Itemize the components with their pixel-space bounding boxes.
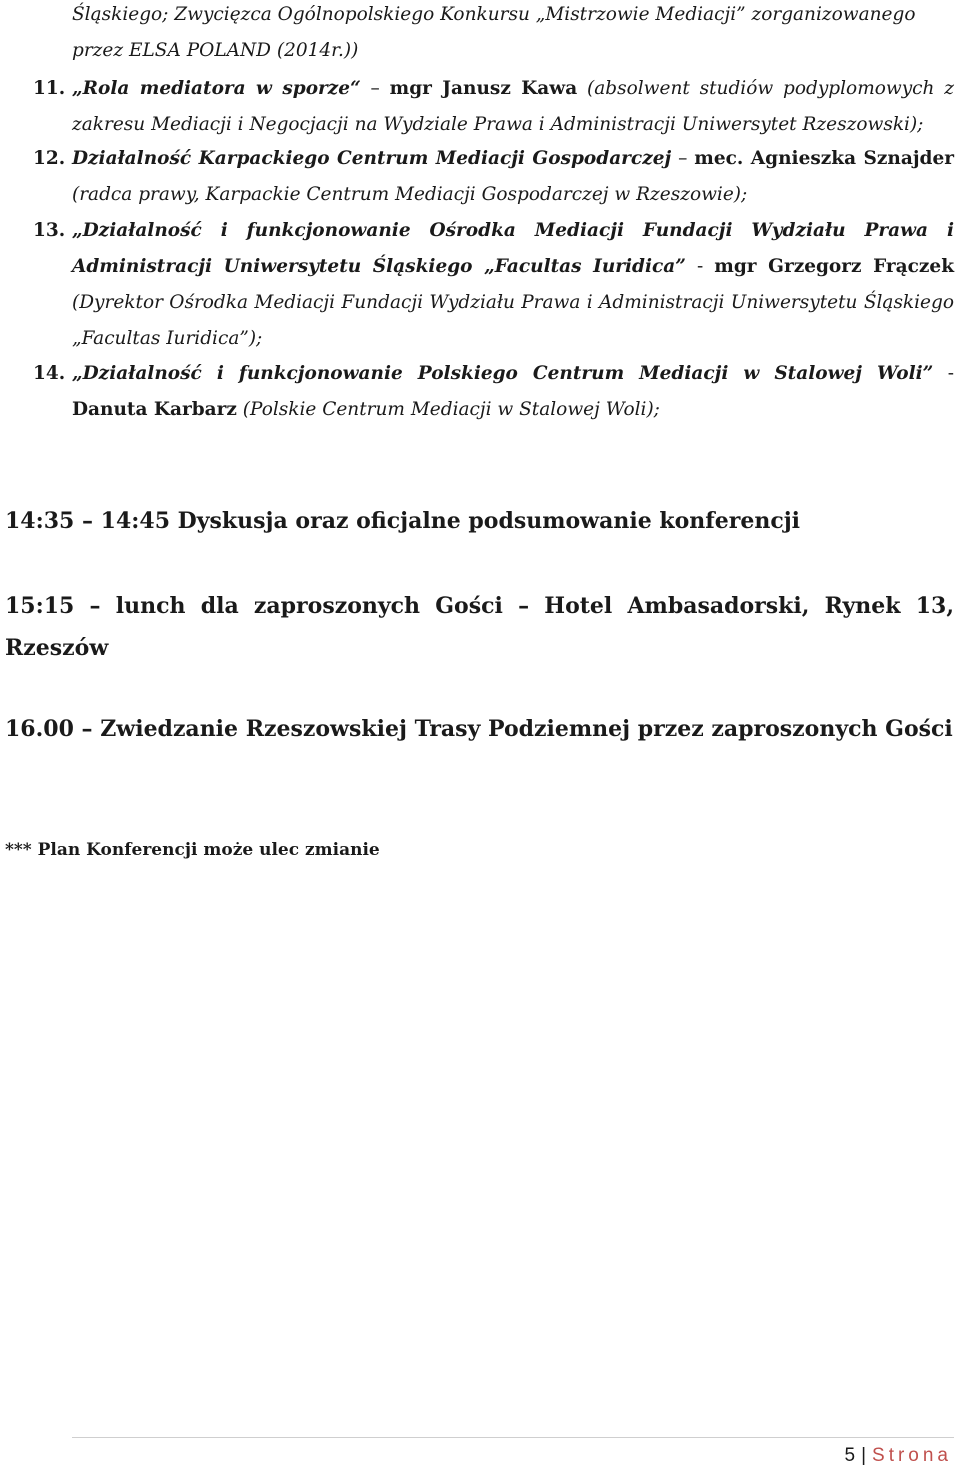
item-speaker: mgr Janusz Kawa — [389, 78, 578, 99]
footer-page-word: Strona — [872, 1445, 952, 1466]
schedule-entry: 16.00 – Zwiedzanie Rzeszowskiej Trasy Podziemnej przez zaproszonych Gości — [5, 716, 953, 742]
intro-paragraph — [72, 0, 954, 69]
item-affiliation: (Polskie Centrum Mediacji w Stalowej Woli); — [236, 399, 660, 420]
program-item — [33, 71, 955, 143]
item-number: 13. — [33, 220, 66, 241]
item-dash: - — [685, 256, 715, 277]
item-dash: – — [671, 148, 695, 169]
plan-change-note: *** Plan Konferencji może ulec zmianie — [5, 840, 380, 860]
item-title: „Rola mediatora w sporze“ — [72, 78, 361, 99]
page-footer — [845, 1444, 953, 1468]
item-dash: – — [360, 78, 390, 99]
item-dash: - — [933, 363, 955, 384]
item-number: 11. — [33, 78, 66, 99]
program-item — [33, 213, 955, 357]
program-item — [33, 356, 955, 428]
program-item — [33, 141, 954, 213]
page-number: 5 — [844, 1445, 856, 1466]
item-speaker: Danuta Karbarz — [72, 399, 237, 420]
item-title: „Działalność i funkcjonowanie Polskiego Centrum Mediacji w Stalowej Woli” — [72, 363, 934, 384]
item-speaker: mgr Grzegorz Frączek — [714, 256, 955, 277]
item-number: 14. — [33, 363, 66, 384]
item-affiliation: (radca prawy, Karpackie Centrum Mediacji Gospodarczej w Rzeszowie); — [72, 184, 748, 205]
schedule-entry: 14:35 – 14:45 Dyskusja oraz oficjalne podsumowanie konferencji — [5, 508, 801, 534]
item-title: Działalność Karpackiego Centrum Mediacji Gospodarczej — [72, 148, 672, 169]
schedule-entry: 15:15 – lunch dla zaproszonych Gości – Hotel Ambasadorski, Rynek 13, Rzeszów — [5, 593, 954, 661]
item-affiliation: (absolwent studiów podyplomowych z zakresu Mediacji i Negocjacji na Wydziale Prawa i Administracji Uniwersytet Rzeszowski); — [72, 78, 955, 135]
intro-line-1: Śląskiego; Zwycięzca Ogólnopolskiego Konkursu „Mistrzowie Mediacji” zorganizowanego — [72, 4, 916, 25]
footer-separator: | — [861, 1445, 867, 1466]
item-speaker: mec. Agnieszka Sznajder — [694, 148, 954, 169]
item-affiliation: (Dyrektor Ośrodka Mediacji Fundacji Wydziału Prawa i Administracji Uniwersytetu Śląskiego „Facultas Iuridica”); — [72, 292, 954, 349]
item-number: 12. — [33, 148, 66, 169]
intro-line-2: przez ELSA POLAND (2014r.)) — [72, 40, 359, 61]
item-title: „Działalność i funkcjonowanie Ośrodka Mediacji Fundacji Wydziału Prawa i Administracji Uniwersytetu Śląskiego „Facultas Iuridica” — [72, 220, 954, 277]
footer-divider — [72, 1437, 954, 1438]
